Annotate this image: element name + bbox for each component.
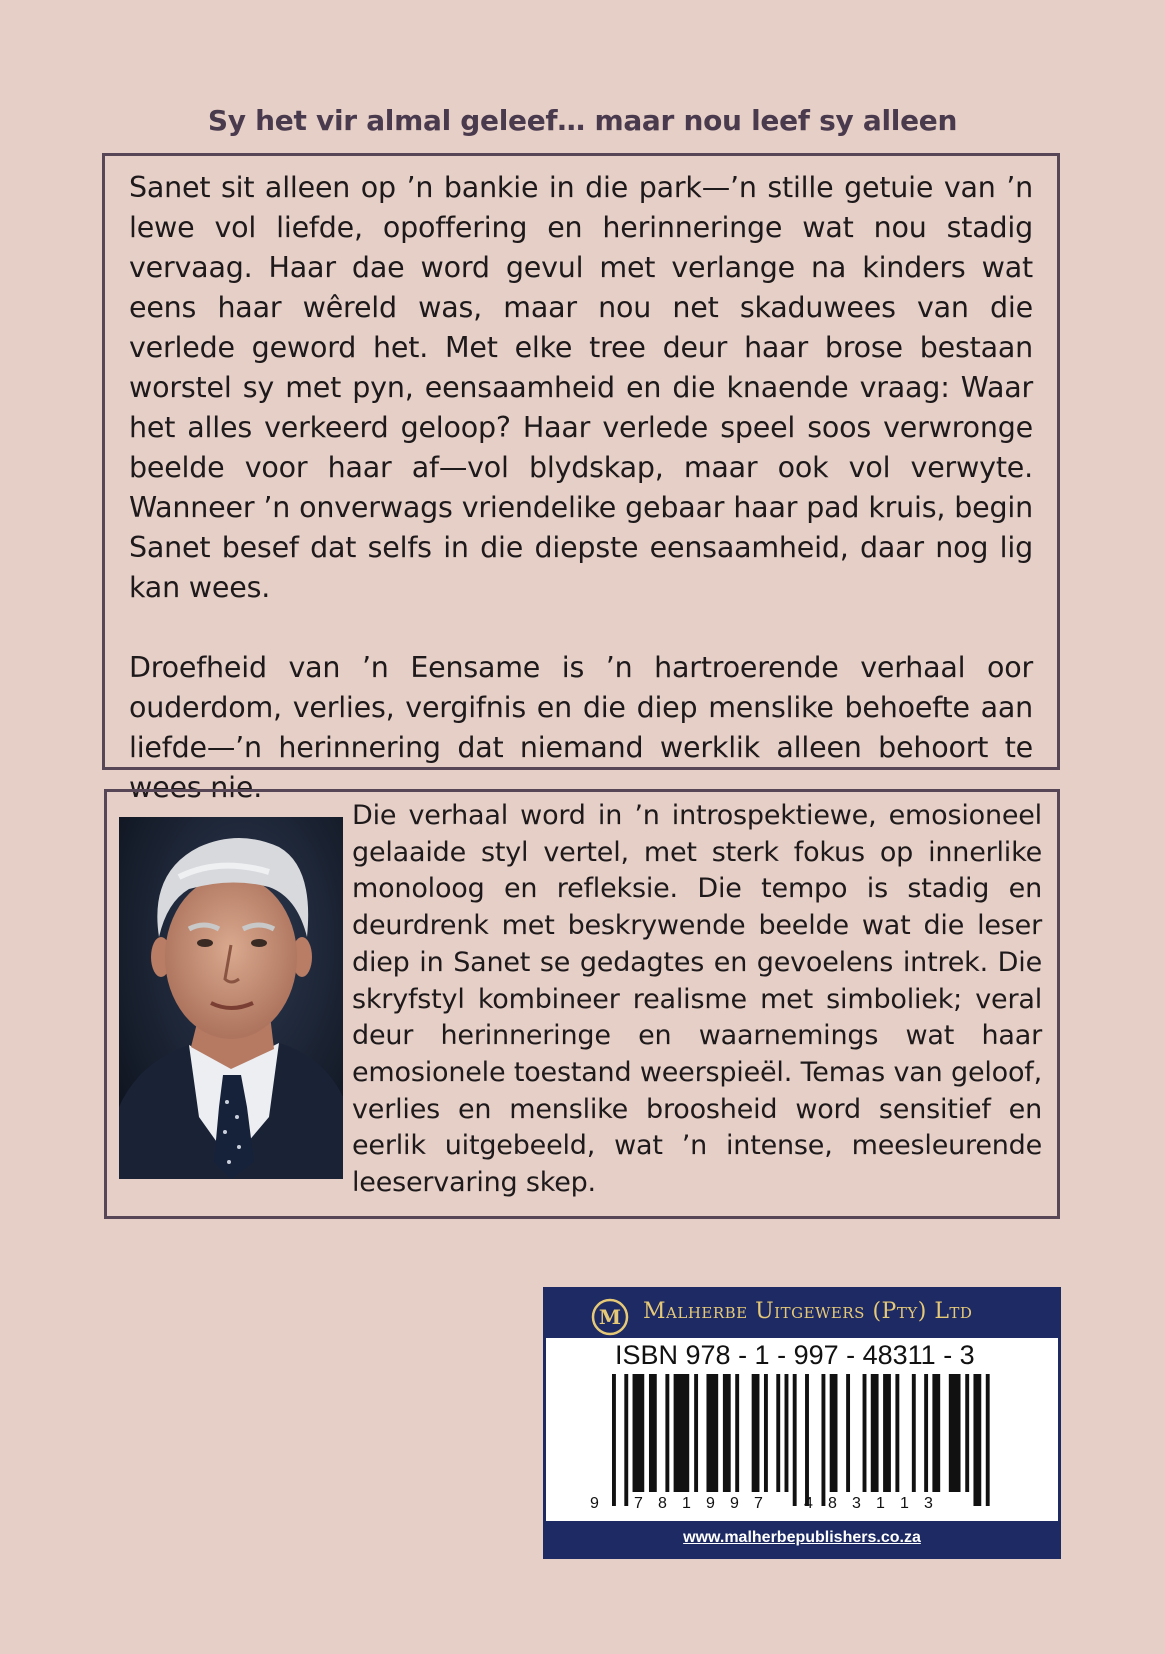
barcode-bar-4 <box>665 1374 669 1492</box>
barcode-bar-28 <box>973 1374 981 1506</box>
barcode-bar-1 <box>624 1374 628 1506</box>
barcode-bar-11 <box>764 1374 768 1492</box>
blurb-box <box>102 153 1060 804</box>
barcode-bar-15 <box>805 1374 809 1506</box>
barcode-bar-20 <box>871 1374 879 1492</box>
barcode-bar-16 <box>821 1374 825 1506</box>
barcode-bar-5 <box>674 1374 690 1492</box>
barcode-bar-0 <box>612 1374 616 1506</box>
barcode-bar-29 <box>986 1374 990 1506</box>
barcode-bar-17 <box>830 1374 838 1492</box>
barcode-bar-6 <box>694 1374 698 1492</box>
barcode-digit-12: 3 <box>924 1495 933 1512</box>
barcode-digit-8: 8 <box>828 1495 837 1512</box>
barcode-bar-7 <box>706 1374 718 1492</box>
barcode-digit-4: 9 <box>706 1495 715 1512</box>
publisher-name: Malherbe Uitgewers (Pty) Ltd <box>643 1299 973 1324</box>
barcode-digit-0: 9 <box>590 1495 599 1512</box>
publisher-panel <box>543 1287 1061 1559</box>
barcode-digit-1: 7 <box>634 1495 643 1512</box>
barcode-bar-27 <box>965 1374 969 1492</box>
author-box <box>104 789 1060 1219</box>
barcode-bar-23 <box>912 1374 916 1492</box>
barcode-bar-21 <box>883 1374 891 1492</box>
barcode-bar-22 <box>895 1374 899 1492</box>
barcode-bar-8 <box>723 1374 731 1492</box>
tagline: Sy het vir almal geleef… maar nou leef sy alleen <box>207 104 958 137</box>
barcode-digit-5: 9 <box>730 1495 739 1512</box>
isbn-label: ISBN 978 - 1 - 997 - 48311 - 3 <box>615 1340 975 1370</box>
barcode-bar-14 <box>793 1374 797 1506</box>
author-portrait-image <box>119 817 343 1179</box>
barcode-digit-9: 3 <box>852 1495 861 1512</box>
barcode-digit-6: 7 <box>754 1495 763 1512</box>
publisher-url-link[interactable]: www.malherbepublishers.co.za <box>683 1529 921 1546</box>
barcode-bar-2 <box>633 1374 645 1492</box>
barcode-bar-26 <box>949 1374 961 1492</box>
barcode-bar-10 <box>752 1374 760 1492</box>
barcode-digit-3: 1 <box>682 1495 691 1512</box>
barcode-bar-3 <box>649 1374 657 1492</box>
barcode-digit-7: 4 <box>804 1495 813 1512</box>
barcode-bar-9 <box>735 1374 739 1492</box>
author-portrait <box>119 817 343 1179</box>
barcode-bar-18 <box>846 1374 850 1492</box>
style-description: Die verhaal word in ’n introspektiewe, emosioneel gelaaide styl vertel, met sterk fokus op innerlike monoloog en refleksie. Die tempo is stadig en deurdrenk met beskrywende beelde wat die leser diep in Sanet se gedagtes en gevoelens intrek. Die skryfstyl kombineer realisme met simboliek; veral deur herinneringe en waarnemings wat haar emosionele toestand weerspieël. Temas van geloof, verlies en menslike broosheid word sensitief en eerlik uitgebeeld, wat ’n intense, meesleurende leeservaring skep. <box>352 800 1042 1199</box>
barcode-area <box>546 1338 1058 1521</box>
publisher-logo-icon <box>591 1298 629 1336</box>
barcode-bar-25 <box>932 1374 940 1492</box>
blurb-paragraph-1: Sanet sit alleen op ’n bankie in die park—’n stille getuie van ’n lewe vol liefde, opoffering en herinneringe wat nou stadig vervaag. Haar dae word gevul met verlange na kinders wat eens haar wêreld was, maar nou net skaduwees van die verlede geword het. Met elke tree deur haar brose bestaan worstel sy met pyn, eensaamheid en die knaende vraag: Waar het alles verkeerd geloop? Haar verlede speel soos verwronge beelde voor haar af—vol blydskap, maar ook vol verwyte. Wanneer ’n onverwags vriendelike gebaar haar pad kruis, begin Sanet besef dat selfs in die diepste eensaamheid, daar nog lig kan wees. <box>129 171 1033 604</box>
barcode-digit-10: 1 <box>876 1495 885 1512</box>
barcode-bar-19 <box>863 1374 867 1492</box>
barcode <box>546 1338 1058 1521</box>
svg-text:M: M <box>598 1305 622 1329</box>
barcode-digit-2: 8 <box>658 1495 667 1512</box>
barcode-digit-11: 1 <box>900 1495 909 1512</box>
barcode-bar-24 <box>924 1374 928 1492</box>
barcode-bar-13 <box>785 1374 789 1492</box>
barcode-bar-12 <box>776 1374 780 1492</box>
blurb-paragraph-2: Droefheid van ’n Eensame is ’n hartroerende verhaal oor ouderdom, verlies, vergifnis en die diep menslike behoefte aan liefde—’n herinnering dat niemand werklik alleen behoort te wees nie. <box>129 651 1033 804</box>
